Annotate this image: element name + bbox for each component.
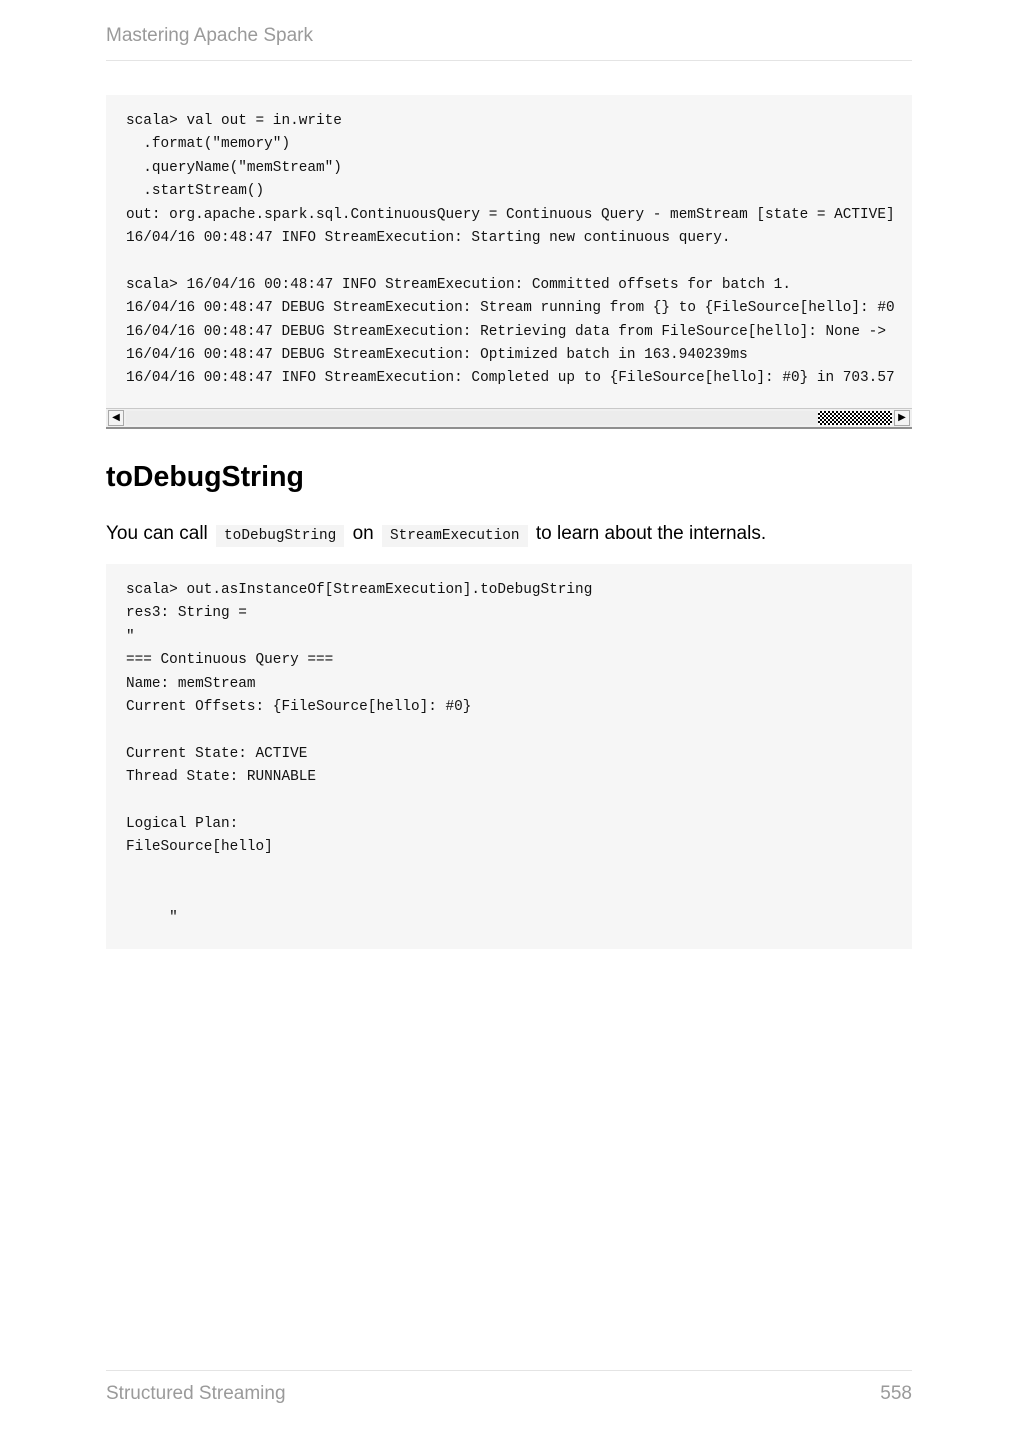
inline-code-streamexecution: StreamExecution	[382, 525, 528, 547]
code-block-memory-sink	[106, 95, 912, 429]
book-title: Mastering Apache Spark	[106, 25, 314, 46]
paragraph-text-1: You can call	[106, 523, 208, 544]
page-footer	[106, 1370, 912, 1410]
paragraph-text-2: on	[352, 523, 374, 544]
inline-code-todebugstring: toDebugString	[216, 525, 344, 547]
code-listing: scala> out.asInstanceOf[StreamExecution].toDebugString res3: String = " === Continuous Query === Name: memStream Current Offsets: {FileSource[hello]: #0} Current State: ACTIVE Thread State: RUNNABLE Logical Plan: FileSource[hello] "	[126, 582, 593, 926]
code-listing: scala> val out = in.write .format("memory") .queryName("memStream") .startStream() out: org.apache.spark.sql.ContinuousQuery = Continuous Query - memStream [state = ACTIVE] 16/04/16 00:48:47 INFO StreamExecution: Starting new continuous query. scala> 16/04/16 00:48:47 INFO StreamExecution: Committed offsets for batch 1. 16/04/16 00:48:47 DEBUG StreamExecution: Stream running from {} to {FileSource[hello]: #0 16/04/16 00:48:47 DEBUG StreamExecution: Retrieving data from FileSource[hello]: None -> 16/04/16 00:48:47 DEBUG StreamExecution: Optimized batch in 163.940239ms 16/04/16 00:48:47 INFO StreamExecution: Completed up to {FileSource[hello]: #0} in 703.57	[126, 113, 895, 387]
scroll-right-icon[interactable]: ▶	[894, 410, 910, 426]
page-number: 558	[880, 1383, 912, 1404]
scroll-track[interactable]	[126, 411, 892, 425]
scroll-thumb[interactable]	[818, 411, 892, 425]
paragraph-text-3: to learn about the internals.	[535, 523, 767, 544]
scroll-left-icon[interactable]: ◀	[108, 410, 124, 426]
section-paragraph	[106, 520, 912, 550]
horizontal-scrollbar[interactable]	[106, 408, 912, 429]
code-block-todebugstring	[106, 564, 912, 949]
section-heading: toDebugString	[106, 461, 304, 493]
page-header	[106, 24, 912, 61]
chapter-title: Structured Streaming	[106, 1383, 286, 1404]
